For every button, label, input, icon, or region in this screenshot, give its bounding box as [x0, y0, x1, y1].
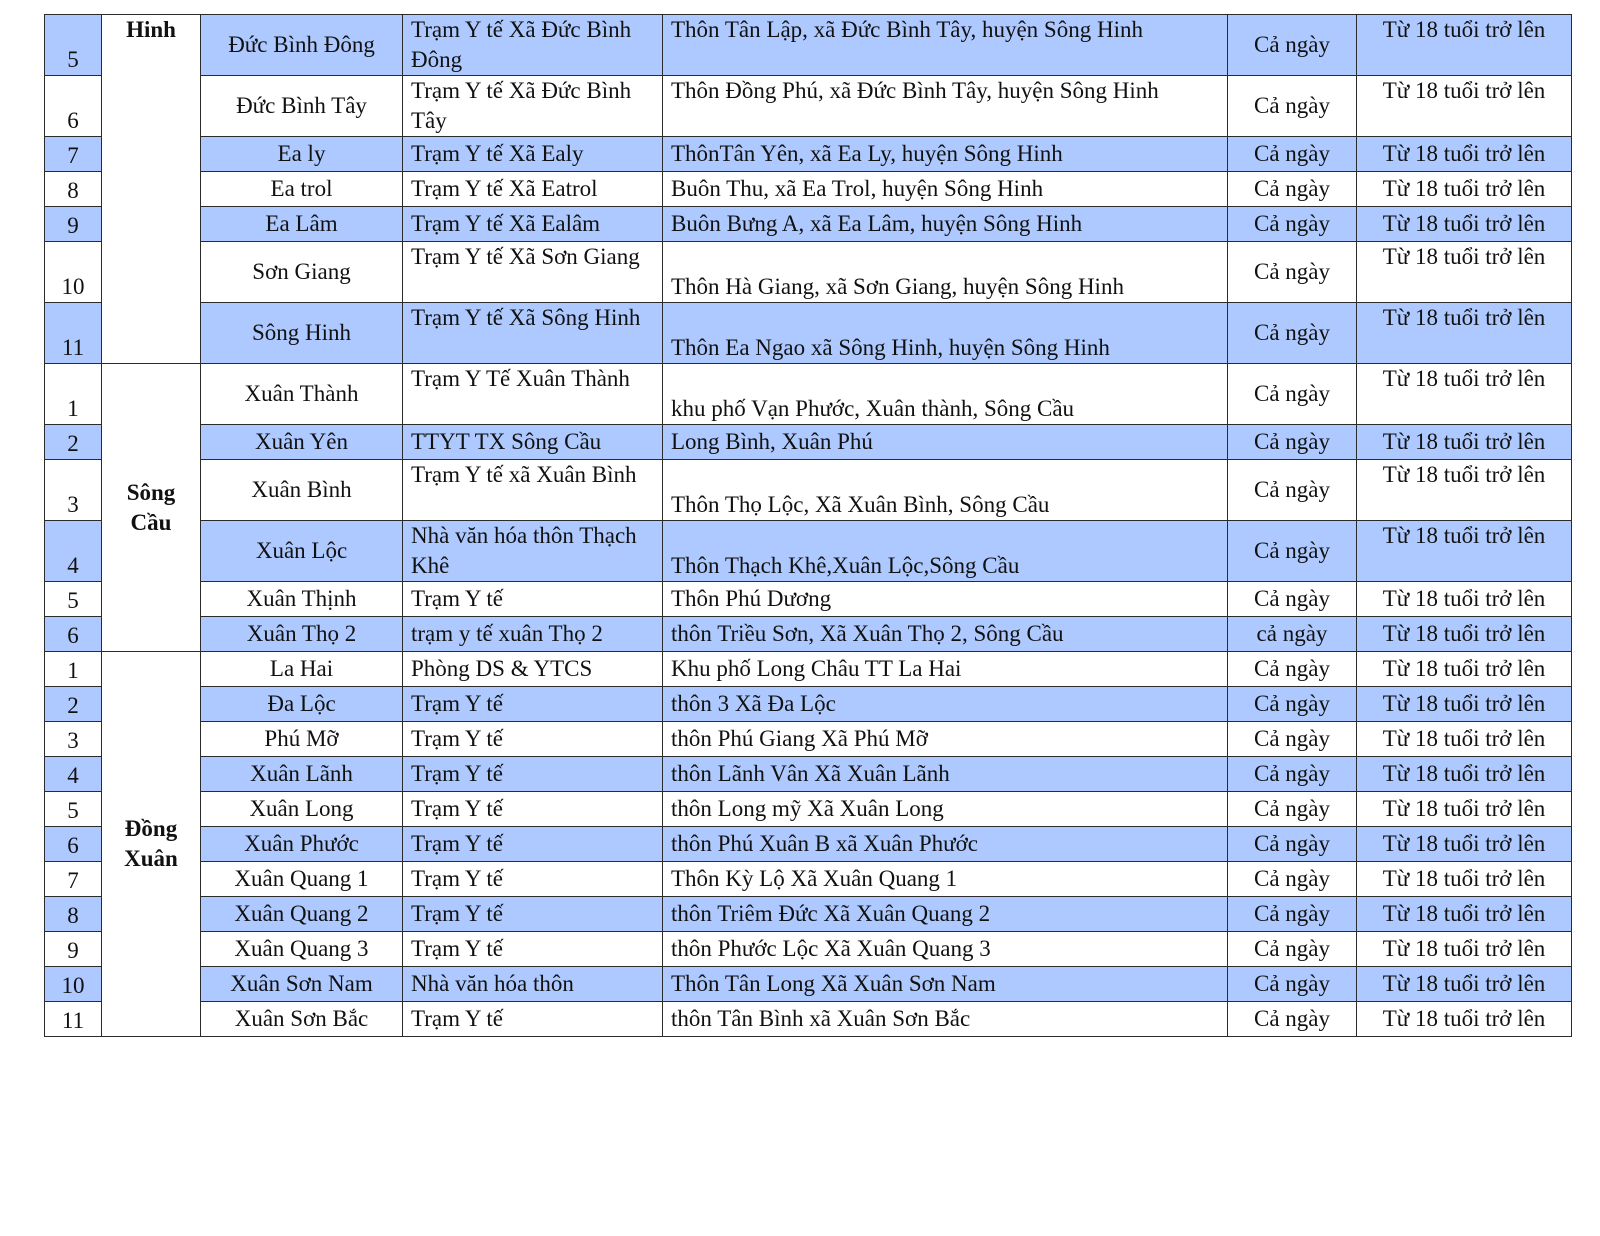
table-row [45, 897, 1572, 932]
place-cell: Trạm Y tế [403, 687, 663, 722]
time-cell: Cả ngày [1228, 521, 1357, 582]
time-cell: Cả ngày [1228, 76, 1357, 137]
address-cell: Buôn Thu, xã Ea Trol, huyện Sông Hinh [663, 172, 1228, 207]
row-number-cell: 4 [45, 757, 102, 792]
time-cell: Cả ngày [1228, 932, 1357, 967]
commune-cell: Xuân Sơn Bắc [201, 1002, 403, 1037]
address-cell: Thôn Hà Giang, xã Sơn Giang, huyện Sông Hinh [663, 242, 1228, 303]
commune-cell: Đa Lộc [201, 687, 403, 722]
commune-cell: Sông Hinh [201, 303, 403, 364]
row-number-cell: 7 [45, 862, 102, 897]
age-cell: Từ 18 tuổi trở lên [1357, 364, 1572, 425]
commune-cell: Xuân Thịnh [201, 582, 403, 617]
commune-cell: Xuân Bình [201, 460, 403, 521]
age-cell: Từ 18 tuổi trở lên [1357, 652, 1572, 687]
table-row [45, 652, 1572, 687]
time-cell: Cả ngày [1228, 303, 1357, 364]
age-cell: Từ 18 tuổi trở lên [1357, 897, 1572, 932]
commune-cell: Ea ly [201, 137, 403, 172]
place-cell: Trạm Y tế xã Xuân Bình [403, 460, 663, 521]
commune-cell: Đức Bình Đông [201, 15, 403, 76]
age-cell: Từ 18 tuổi trở lên [1357, 460, 1572, 521]
commune-cell: Xuân Thành [201, 364, 403, 425]
table-row [45, 932, 1572, 967]
table-row [45, 172, 1572, 207]
district-cell: Sông Cầu [102, 364, 201, 652]
address-cell: Thôn Thạch Khê,Xuân Lộc,Sông Cầu [663, 521, 1228, 582]
row-number-cell: 3 [45, 722, 102, 757]
address-cell: thôn Phú Xuân B xã Xuân Phước [663, 827, 1228, 862]
address-cell: thôn Triêm Đức Xã Xuân Quang 2 [663, 897, 1228, 932]
commune-cell: Phú Mỡ [201, 722, 403, 757]
time-cell: Cả ngày [1228, 1002, 1357, 1037]
age-cell: Từ 18 tuổi trở lên [1357, 722, 1572, 757]
commune-cell: Xuân Quang 3 [201, 932, 403, 967]
commune-cell: Sơn Giang [201, 242, 403, 303]
row-number-cell: 2 [45, 425, 102, 460]
district-cell: Đồng Xuân [102, 652, 201, 1037]
vaccination-sites-table [44, 14, 1572, 1037]
row-number-cell: 11 [45, 1002, 102, 1037]
time-cell: cả ngày [1228, 617, 1357, 652]
address-cell: thôn Tân Bình xã Xuân Sơn Bắc [663, 1002, 1228, 1037]
time-cell: Cả ngày [1228, 897, 1357, 932]
commune-cell: Xuân Yên [201, 425, 403, 460]
table-row [45, 460, 1572, 521]
place-cell: Trạm Y tế [403, 862, 663, 897]
commune-cell: Ea Lâm [201, 207, 403, 242]
place-cell: Trạm Y tế [403, 582, 663, 617]
place-cell: Nhà văn hóa thôn [403, 967, 663, 1002]
row-number-cell: 8 [45, 172, 102, 207]
table-row [45, 15, 1572, 76]
age-cell: Từ 18 tuổi trở lên [1357, 687, 1572, 722]
age-cell: Từ 18 tuổi trở lên [1357, 521, 1572, 582]
address-cell: thôn Phước Lộc Xã Xuân Quang 3 [663, 932, 1228, 967]
age-cell: Từ 18 tuổi trở lên [1357, 862, 1572, 897]
table-row [45, 303, 1572, 364]
address-cell: Khu phố Long Châu TT La Hai [663, 652, 1228, 687]
commune-cell: Xuân Sơn Nam [201, 967, 403, 1002]
time-cell: Cả ngày [1228, 652, 1357, 687]
table-row [45, 137, 1572, 172]
place-cell: Trạm Y tế [403, 757, 663, 792]
age-cell: Từ 18 tuổi trở lên [1357, 582, 1572, 617]
row-number-cell: 1 [45, 364, 102, 425]
place-cell: Trạm Y tế [403, 792, 663, 827]
time-cell: Cả ngày [1228, 827, 1357, 862]
table-row [45, 76, 1572, 137]
time-cell: Cả ngày [1228, 207, 1357, 242]
time-cell: Cả ngày [1228, 967, 1357, 1002]
age-cell: Từ 18 tuổi trở lên [1357, 137, 1572, 172]
commune-cell: Đức Bình Tây [201, 76, 403, 137]
place-cell: Trạm Y tế [403, 827, 663, 862]
address-cell: Thôn Tân Long Xã Xuân Sơn Nam [663, 967, 1228, 1002]
commune-cell: Xuân Quang 2 [201, 897, 403, 932]
row-number-cell: 5 [45, 15, 102, 76]
age-cell: Từ 18 tuổi trở lên [1357, 76, 1572, 137]
address-cell: thôn 3 Xã Đa Lộc [663, 687, 1228, 722]
place-cell: Trạm Y tế Xã Eatrol [403, 172, 663, 207]
commune-cell: Ea trol [201, 172, 403, 207]
address-cell: Thôn Đồng Phú, xã Đức Bình Tây, huyện Sông Hinh [663, 76, 1228, 137]
age-cell: Từ 18 tuổi trở lên [1357, 617, 1572, 652]
commune-cell: Xuân Thọ 2 [201, 617, 403, 652]
table-row [45, 242, 1572, 303]
table-row [45, 425, 1572, 460]
row-number-cell: 1 [45, 652, 102, 687]
commune-cell: Xuân Phước [201, 827, 403, 862]
table-row [45, 967, 1572, 1002]
place-cell: Trạm Y tế Xã Ealâm [403, 207, 663, 242]
time-cell: Cả ngày [1228, 722, 1357, 757]
place-cell: Trạm Y tế [403, 897, 663, 932]
table-row [45, 582, 1572, 617]
age-cell: Từ 18 tuổi trở lên [1357, 1002, 1572, 1037]
age-cell: Từ 18 tuổi trở lên [1357, 792, 1572, 827]
address-cell: thôn Phú Giang Xã Phú Mỡ [663, 722, 1228, 757]
row-number-cell: 7 [45, 137, 102, 172]
table-row [45, 364, 1572, 425]
row-number-cell: 11 [45, 303, 102, 364]
table-row [45, 207, 1572, 242]
address-cell: Buôn Bưng A, xã Ea Lâm, huyện Sông Hinh [663, 207, 1228, 242]
address-cell: khu phố Vạn Phước, Xuân thành, Sông Cầu [663, 364, 1228, 425]
place-cell: Trạm Y tế Xã Sông Hinh [403, 303, 663, 364]
address-cell: ThônTân Yên, xã Ea Ly, huyện Sông Hinh [663, 137, 1228, 172]
place-cell: trạm y tế xuân Thọ 2 [403, 617, 663, 652]
address-cell: Long Bình, Xuân Phú [663, 425, 1228, 460]
address-cell: Thôn Ea Ngao xã Sông Hinh, huyện Sông Hinh [663, 303, 1228, 364]
address-cell: Thôn Tân Lập, xã Đức Bình Tây, huyện Sông Hinh [663, 15, 1228, 76]
table-row [45, 521, 1572, 582]
commune-cell: Xuân Lãnh [201, 757, 403, 792]
row-number-cell: 6 [45, 76, 102, 137]
age-cell: Từ 18 tuổi trở lên [1357, 242, 1572, 303]
age-cell: Từ 18 tuổi trở lên [1357, 827, 1572, 862]
place-cell: Nhà văn hóa thôn Thạch Khê [403, 521, 663, 582]
place-cell: Trạm Y tế Xã Sơn Giang [403, 242, 663, 303]
place-cell: Trạm Y tế Xã Ealy [403, 137, 663, 172]
commune-cell: Xuân Long [201, 792, 403, 827]
commune-cell: La Hai [201, 652, 403, 687]
row-number-cell: 10 [45, 967, 102, 1002]
age-cell: Từ 18 tuổi trở lên [1357, 15, 1572, 76]
table-row [45, 617, 1572, 652]
age-cell: Từ 18 tuổi trở lên [1357, 967, 1572, 1002]
district-cell: Hinh [102, 15, 201, 364]
address-cell: Thôn Phú Dương [663, 582, 1228, 617]
time-cell: Cả ngày [1228, 792, 1357, 827]
age-cell: Từ 18 tuổi trở lên [1357, 425, 1572, 460]
table-row [45, 757, 1572, 792]
row-number-cell: 9 [45, 932, 102, 967]
time-cell: Cả ngày [1228, 242, 1357, 303]
row-number-cell: 9 [45, 207, 102, 242]
commune-cell: Xuân Quang 1 [201, 862, 403, 897]
row-number-cell: 10 [45, 242, 102, 303]
row-number-cell: 2 [45, 687, 102, 722]
place-cell: Trạm Y tế Xã Đức Bình Đông [403, 15, 663, 76]
table-row [45, 722, 1572, 757]
time-cell: Cả ngày [1228, 425, 1357, 460]
age-cell: Từ 18 tuổi trở lên [1357, 932, 1572, 967]
time-cell: Cả ngày [1228, 582, 1357, 617]
table-row [45, 862, 1572, 897]
address-cell: Thôn Kỳ Lộ Xã Xuân Quang 1 [663, 862, 1228, 897]
table-row [45, 687, 1572, 722]
time-cell: Cả ngày [1228, 460, 1357, 521]
time-cell: Cả ngày [1228, 757, 1357, 792]
time-cell: Cả ngày [1228, 15, 1357, 76]
place-cell: Trạm Y Tế Xuân Thành [403, 364, 663, 425]
table-row [45, 792, 1572, 827]
time-cell: Cả ngày [1228, 137, 1357, 172]
address-cell: Thôn Thọ Lộc, Xã Xuân Bình, Sông Cầu [663, 460, 1228, 521]
place-cell: Trạm Y tế Xã Đức Bình Tây [403, 76, 663, 137]
place-cell: Trạm Y tế [403, 1002, 663, 1037]
table-row [45, 827, 1572, 862]
address-cell: thôn Lãnh Vân Xã Xuân Lãnh [663, 757, 1228, 792]
row-number-cell: 6 [45, 617, 102, 652]
time-cell: Cả ngày [1228, 862, 1357, 897]
place-cell: TTYT TX Sông Cầu [403, 425, 663, 460]
time-cell: Cả ngày [1228, 172, 1357, 207]
age-cell: Từ 18 tuổi trở lên [1357, 207, 1572, 242]
age-cell: Từ 18 tuổi trở lên [1357, 303, 1572, 364]
place-cell: Trạm Y tế [403, 722, 663, 757]
row-number-cell: 4 [45, 521, 102, 582]
row-number-cell: 3 [45, 460, 102, 521]
table-body [45, 15, 1572, 1037]
address-cell: thôn Long mỹ Xã Xuân Long [663, 792, 1228, 827]
row-number-cell: 6 [45, 827, 102, 862]
row-number-cell: 5 [45, 792, 102, 827]
time-cell: Cả ngày [1228, 687, 1357, 722]
age-cell: Từ 18 tuổi trở lên [1357, 757, 1572, 792]
row-number-cell: 8 [45, 897, 102, 932]
place-cell: Phòng DS & YTCS [403, 652, 663, 687]
row-number-cell: 5 [45, 582, 102, 617]
place-cell: Trạm Y tế [403, 932, 663, 967]
address-cell: thôn Triều Sơn, Xã Xuân Thọ 2, Sông Cầu [663, 617, 1228, 652]
time-cell: Cả ngày [1228, 364, 1357, 425]
table-row [45, 1002, 1572, 1037]
age-cell: Từ 18 tuổi trở lên [1357, 172, 1572, 207]
commune-cell: Xuân Lộc [201, 521, 403, 582]
